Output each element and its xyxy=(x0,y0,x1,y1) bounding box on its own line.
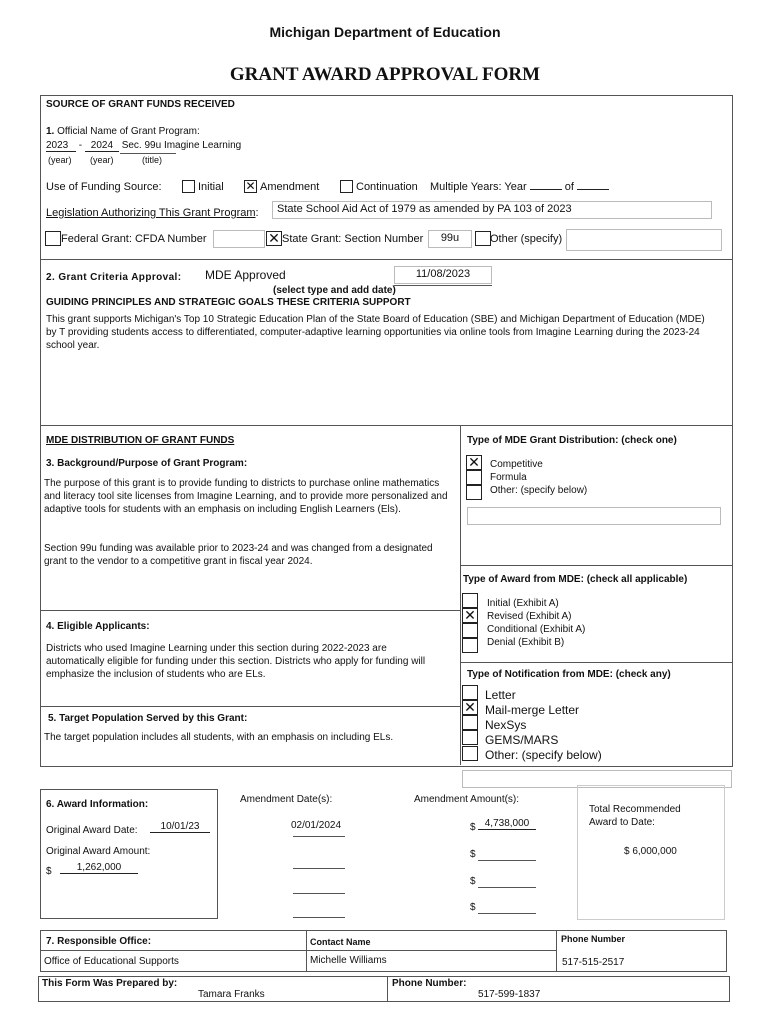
prepared-name: Tamara Franks xyxy=(198,989,265,1000)
other-grant-label: Other (specify) xyxy=(490,233,563,245)
award-type-heading: Type of Award from MDE: (check all applicable) xyxy=(463,574,688,585)
contact-label: Contact Name xyxy=(310,937,371,947)
award-conditional-checkbox[interactable] xyxy=(462,623,478,638)
amendment-date-line-2 xyxy=(293,868,345,869)
frame-top xyxy=(40,95,733,96)
award-initial-checkbox[interactable] xyxy=(462,593,478,608)
principles-heading: GUIDING PRINCIPLES AND STRATEGIC GOALS THESE CRITERIA SUPPORT xyxy=(46,297,411,308)
award-option-revised: Revised (Exhibit A) xyxy=(487,611,572,622)
phone-col-divider xyxy=(556,930,557,972)
title-underline xyxy=(120,153,176,154)
eligible-text: Districts who used Imagine Learning under this section during 2022-2023 are automatically eligible for funding under this section. Districts who apply for funding will emphasize the inclusion of students who are ELs. xyxy=(46,643,426,680)
other-grant-checkbox[interactable] xyxy=(475,231,491,246)
caption-title: (title) xyxy=(142,155,162,165)
distribution-heading: MDE DISTRIBUTION OF GRANT FUNDS xyxy=(46,435,235,446)
amendment-date-line-1 xyxy=(293,836,345,837)
total-award-label: Total Recommended Award to Date: xyxy=(589,804,681,828)
year-separator: - xyxy=(78,140,83,151)
notif-gems-checkbox[interactable] xyxy=(462,730,478,745)
initial-checkbox[interactable] xyxy=(182,180,195,193)
cfda-number-field[interactable] xyxy=(213,230,265,248)
principles-text: This grant supports Michigan's Top 10 Strategic Education Plan of the State Board of Education (SBE) and Michigan Department of Education (MDE) by T providing students access to differentiated, computer-adaptive learning opportunities via online tools from Imagine Learning during the 2023-24 school year. xyxy=(46,314,705,351)
legislation-colon: : xyxy=(255,207,259,219)
eligible-label: 4. Eligible Applicants: xyxy=(46,621,150,632)
caption-year2: (year) xyxy=(90,155,114,165)
divider-eligible xyxy=(40,610,461,611)
frame-left xyxy=(40,95,41,767)
divider-target xyxy=(40,706,461,707)
state-grant-checkbox[interactable]: ✕ xyxy=(266,231,282,246)
prepared-col-divider xyxy=(387,976,388,1002)
total-award-value: $ 6,000,000 xyxy=(624,846,677,857)
notif-option-gems: GEMS/MARS xyxy=(485,733,559,747)
item1-label: Official Name of Grant Program: xyxy=(57,126,200,137)
original-amount-dollar: $ xyxy=(46,866,52,877)
legislation-field[interactable]: State School Aid Act of 1979 as amended by PA 103 of 2023 xyxy=(272,201,712,219)
divider-notification xyxy=(460,662,733,663)
approval-date-underline xyxy=(394,285,492,286)
initial-label: Initial xyxy=(198,181,224,193)
purpose-text-2: Section 99u funding was available prior to 2023-24 and was changed from a designated grant to the vendor to a competitive grant in fiscal year 2024. xyxy=(44,543,433,567)
frame-bottom xyxy=(40,766,733,767)
source-heading: SOURCE OF GRANT FUNDS RECEIVED xyxy=(46,99,235,110)
amendment-amount-dollar-4: $ xyxy=(470,902,476,913)
office-value: Office of Educational Supports xyxy=(44,956,179,967)
federal-grant-checkbox[interactable] xyxy=(45,231,61,246)
criteria-approval-label: 2. Grant Criteria Approval: xyxy=(46,272,182,283)
form-title: GRANT AWARD APPROVAL FORM xyxy=(229,64,541,85)
background-label: 3. Background/Purpose of Grant Program: xyxy=(46,458,248,469)
award-option-denial: Denial (Exhibit B) xyxy=(487,637,565,648)
amendment-amount-dollar-1: $ xyxy=(470,822,476,833)
select-hint: (select type and add date) xyxy=(273,285,396,296)
notif-option-other: Other: (specify below) xyxy=(485,748,602,762)
item1-number: 1. xyxy=(46,126,55,137)
amendment-label: Amendment xyxy=(260,181,320,193)
award-option-initial: Initial (Exhibit A) xyxy=(487,598,559,609)
office-label: 7. Responsible Office: xyxy=(46,936,152,947)
competitive-checkbox[interactable]: ✕ xyxy=(466,455,482,470)
program-name-label xyxy=(46,126,200,137)
award-option-conditional: Conditional (Exhibit A) xyxy=(487,624,586,635)
prepared-phone-value: 517-599-1837 xyxy=(478,989,541,1000)
caption-year1: (year) xyxy=(48,155,72,165)
other-distribution-checkbox[interactable] xyxy=(466,485,482,500)
divider-award-type xyxy=(460,565,733,566)
legislation-label-wrap xyxy=(46,207,259,219)
award-revised-checkbox[interactable]: ✕ xyxy=(462,608,478,623)
multiple-years-label: Multiple Years: Year xyxy=(430,181,527,193)
purpose-text: The purpose of this grant is to provide funding to districts to purchase online mathematics and literacy tool site licenses from Imagine Learning, and to provide more personalized and adaptive tools for students with an emphasis on including English Learners (Els). xyxy=(44,478,448,515)
original-amount-label: Original Award Amount: xyxy=(46,846,151,857)
notif-option-mailmerge: Mail-merge Letter xyxy=(485,703,580,717)
notif-option-letter: Letter xyxy=(485,688,516,702)
multiple-years-of: of xyxy=(564,181,574,193)
amendment-dates-label: Amendment Date(s): xyxy=(240,794,333,805)
prepared-phone-label: Phone Number: xyxy=(392,978,467,989)
year-end: 2024 xyxy=(85,140,119,152)
program-name-line xyxy=(46,140,241,152)
state-grant-label: State Grant: Section Number xyxy=(282,233,424,245)
amendment-amount-line-3 xyxy=(478,887,536,888)
multiple-years xyxy=(430,181,609,193)
amendment-amount-line-4 xyxy=(478,913,536,914)
approval-select[interactable]: MDE Approved xyxy=(205,268,286,282)
notif-option-nexsys: NexSys xyxy=(485,718,527,732)
notification-heading: Type of Notification from MDE: (check any) xyxy=(467,669,671,680)
other-specify-field[interactable] xyxy=(566,229,722,251)
use-funding-label: Use of Funding Source: xyxy=(46,181,162,193)
divider-distribution xyxy=(40,425,733,426)
distribution-other-field[interactable] xyxy=(467,507,721,525)
amendment-date-line-3 xyxy=(293,893,345,894)
amendment-amount-dollar-3: $ xyxy=(470,876,476,887)
distribution-option-other: Other: (specify below) xyxy=(490,485,588,496)
frame-right xyxy=(732,95,733,767)
office-divider xyxy=(40,950,557,951)
notif-mailmerge-checkbox[interactable]: ✕ xyxy=(462,700,478,715)
prepared-label: This Form Was Prepared by: xyxy=(42,978,178,989)
target-label: 5. Target Population Served by this Grant: xyxy=(48,713,248,724)
office-col-divider xyxy=(306,930,307,972)
notif-letter-checkbox[interactable] xyxy=(462,685,478,700)
federal-grant-label: Federal Grant: CFDA Number xyxy=(61,233,207,245)
distribution-option-competitive: Competitive xyxy=(490,459,543,470)
amendment-checkbox[interactable]: ✕ xyxy=(245,179,256,193)
agency-name: Michigan Department of Education xyxy=(269,24,501,40)
distribution-option-formula: Formula xyxy=(490,472,527,483)
contact-value: Michelle Williams xyxy=(310,955,387,966)
notif-nexsys-checkbox[interactable] xyxy=(462,715,478,730)
approval-date-field[interactable]: 11/08/2023 xyxy=(394,266,492,284)
amendment-amount-1[interactable]: 4,738,000 xyxy=(478,818,536,830)
year-from-blank[interactable] xyxy=(530,189,562,190)
original-amount-value[interactable]: 1,262,000 xyxy=(60,862,138,874)
phone-label: Phone Number xyxy=(561,934,626,944)
original-date-value[interactable]: 10/01/23 xyxy=(150,821,210,833)
program-title: Sec. 99u Imagine Learning xyxy=(121,140,242,151)
continuation-checkbox[interactable] xyxy=(340,180,353,193)
legislation-label: Legislation Authorizing This Grant Program xyxy=(46,207,256,219)
amendment-amount-dollar-2: $ xyxy=(470,849,476,860)
target-text: The target population includes all students, with an emphasis on including ELs. xyxy=(44,732,394,743)
year-start: 2023 xyxy=(46,140,76,152)
year-to-blank[interactable] xyxy=(577,189,609,190)
state-section-field[interactable]: 99u xyxy=(428,230,472,248)
distribution-type-heading: Type of MDE Grant Distribution: (check one) xyxy=(467,435,677,446)
original-date-label: Original Award Date: xyxy=(46,825,138,836)
continuation-label: Continuation xyxy=(356,181,418,193)
phone-value: 517-515-2517 xyxy=(562,957,625,968)
amendment-date-line-4 xyxy=(293,917,345,918)
award-denial-checkbox[interactable] xyxy=(462,638,478,653)
amendment-amount-line-2 xyxy=(478,860,536,861)
award-info-label: 6. Award Information: xyxy=(46,799,149,810)
amendment-date-1[interactable]: 02/01/2024 xyxy=(290,820,342,831)
formula-checkbox[interactable] xyxy=(466,470,482,485)
divider-criteria xyxy=(40,259,733,260)
notif-other-checkbox[interactable] xyxy=(462,746,478,761)
amendment-amounts-label: Amendment Amount(s): xyxy=(414,794,520,805)
divider-vertical xyxy=(460,425,461,765)
